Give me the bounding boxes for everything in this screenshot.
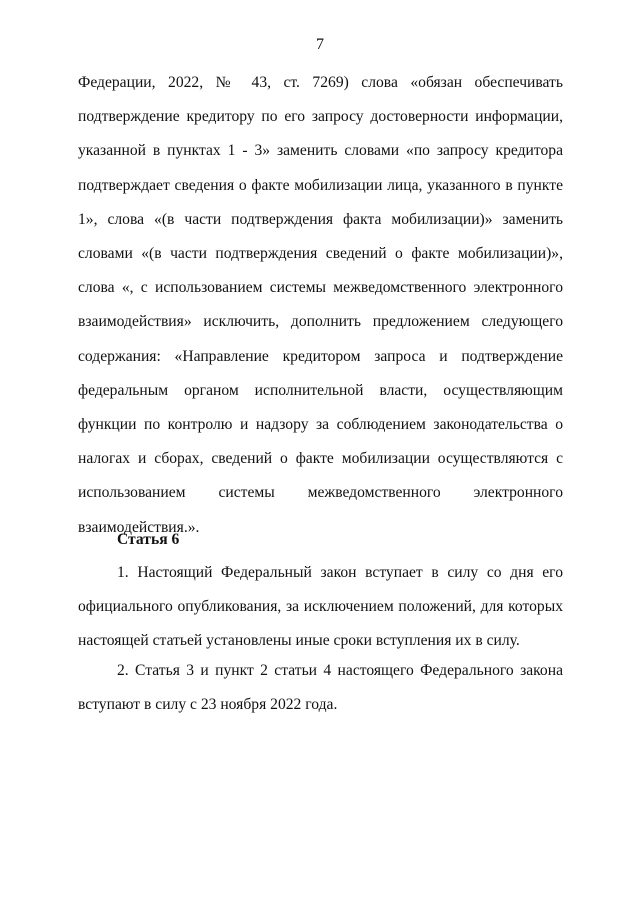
page-number: 7 <box>316 36 324 53</box>
paragraph-main: Федерации, 2022, № 43, ст. 7269) слова «обязан обеспечивать подтверждение кредитору по его запросу достоверности информации, указанной в пунктах 1 - 3» заменить словами «по запросу кредитора подтверждает сведения о факте мобилизации лица, указанного в пункте 1», слова «(в части подтверждения факта мобилизации)» заменить словами «(в части подтверждения сведений о факте мобилизации)», слова «, с использованием системы межведомственного электронного взаимодействия» исключить, дополнить предложением следующего содержания: «Направление кредитором запроса и подтверждение федеральным органом исполнительной власти, осуществляющим функции по контролю и надзору за соблюдением законодательства о налогах и сборах, сведений о факте мобилизации осуществляются с использованием системы межведомственного электронного взаимодействия.». <box>78 74 563 536</box>
article-heading: Статья 6 <box>117 531 180 548</box>
paragraph-item-1: 1. Настоящий Федеральный закон вступает в силу со дня его официального опубликования, за исключением положений, для которых настоящей статьей установлены иные сроки вступления их в силу. <box>78 564 563 650</box>
paragraph-item-2: 2. Статья 3 и пункт 2 статьи 4 настоящего Федерального закона вступают в силу с 23 ноября 2022 года. <box>78 662 563 714</box>
